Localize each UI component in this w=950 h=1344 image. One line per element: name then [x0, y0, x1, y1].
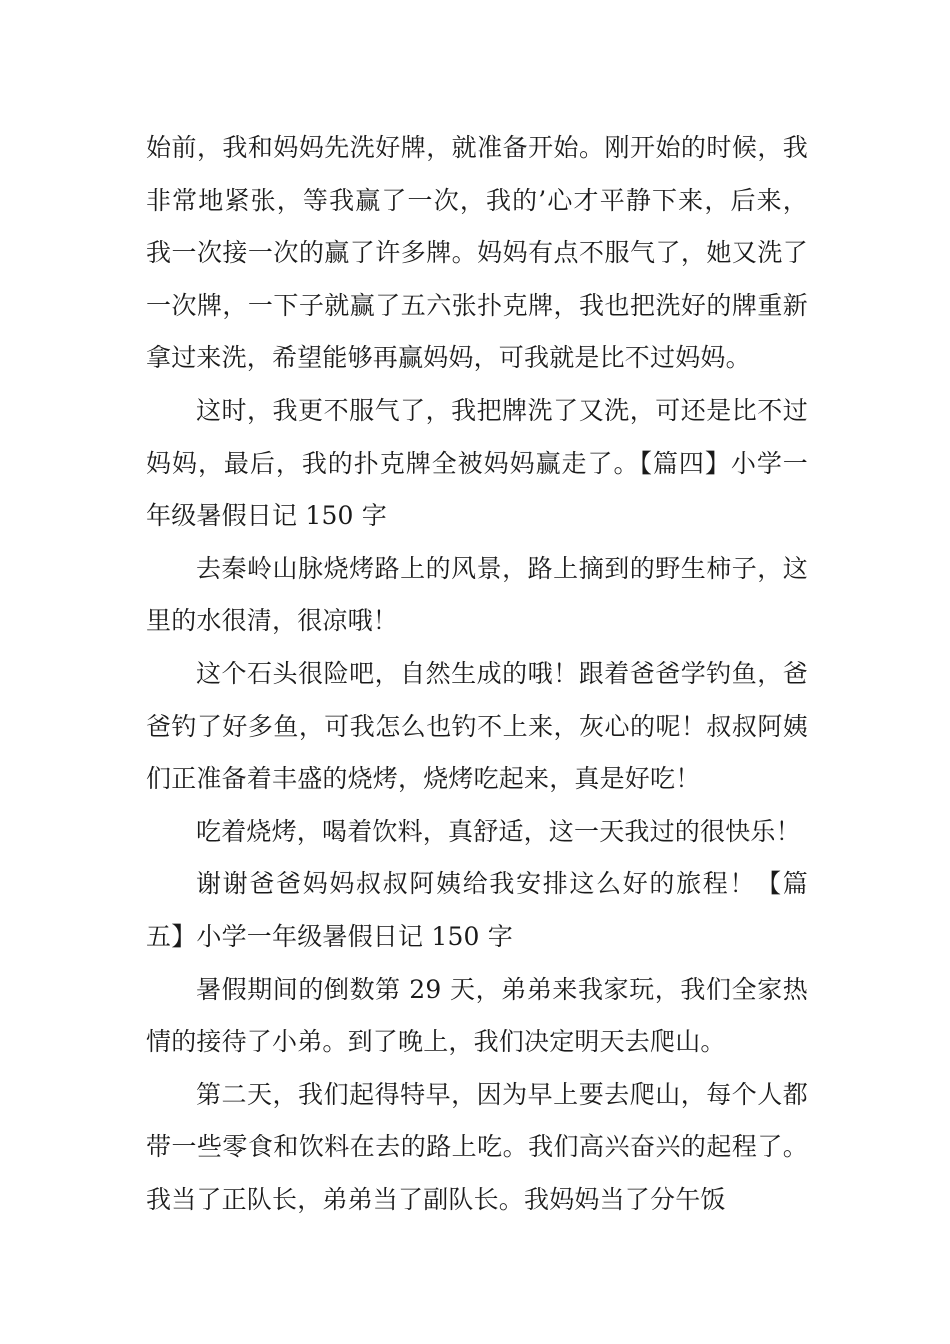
- paragraph-6: 谢谢爸爸妈妈叔叔阿姨给我安排这么好的旅程！【篇五】小学一年级暑假日记 150 字: [146, 869, 808, 951]
- paragraph-4: 这个石头很险吧，自然生成的哦！跟着爸爸学钓鱼，爸爸钓了好多鱼，可我怎么也钓不上来，灰心的呢！叔叔阿姨们正准备着丰盛的烧烤，烧烤吃起来，真是好吃！: [146, 658, 808, 794]
- body-text: [146, 122, 808, 1226]
- paragraph-2: 这时，我更不服气了，我把牌洗了又洗，可还是比不过妈妈，最后，我的扑克牌全被妈妈赢走了。【篇四】小学一年级暑假日记 150 字: [146, 395, 808, 531]
- paragraph-3: 去秦岭山脉烧烤路上的风景，路上摘到的野生柿子，这里的水很清，很凉哦！: [146, 553, 808, 636]
- paragraph-5: 吃着烧烤，喝着饮料，真舒适，这一天我过的很快乐！: [196, 816, 801, 846]
- paragraph-7: 暑假期间的倒数第 29 天，弟弟来我家玩，我们全家热情的接待了小弟。到了晚上，我们决定明天去爬山。: [146, 974, 808, 1057]
- paragraph-1: 始前，我和妈妈先洗好牌，就准备开始。刚开始的时候，我非常地紧张，等我赢了一次，我的’心才平静下来，后来，我一次接一次的赢了许多牌。妈妈有点不服气了，她又洗了一次牌，一下子就赢了五六张扑克牌，我也把洗好的牌重新拿过来洗，希望能够再赢妈妈，可我就是比不过妈妈。: [146, 133, 808, 373]
- paragraph-8: 第二天，我们起得特早，因为早上要去爬山，每个人都带一些零食和饮料在去的路上吃。我们高兴奋兴的起程了。我当了正队长，弟弟当了副队长。我妈妈当了分午饭: [146, 1079, 808, 1214]
